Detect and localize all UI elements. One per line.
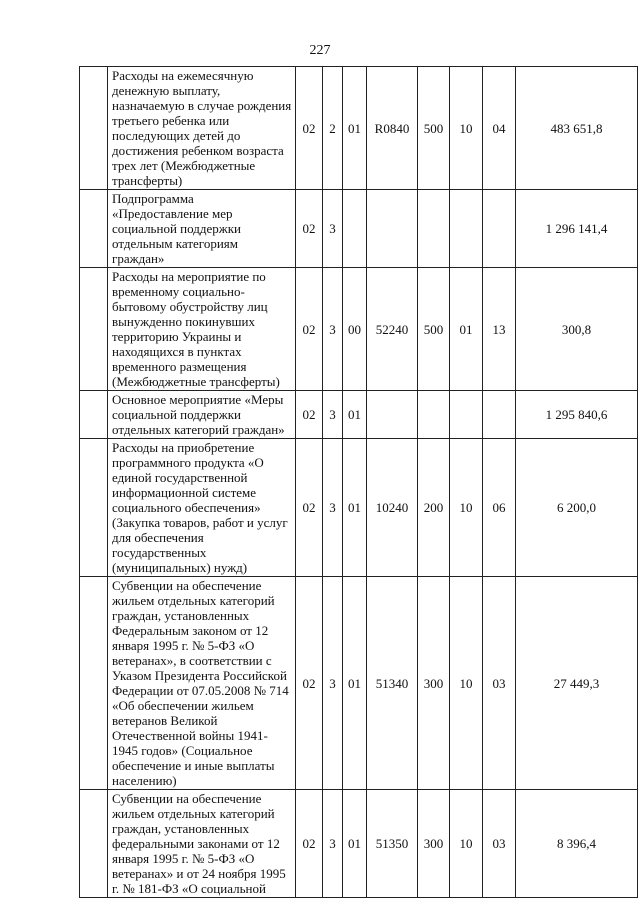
row-amount: 1 295 840,6 bbox=[516, 391, 638, 439]
row-code-c4: 10240 bbox=[367, 439, 418, 577]
row-description: Подпрограмма «Предоставление мер социальной поддержки отдельным категориям граждан» bbox=[108, 190, 296, 268]
row-code-c1: 02 bbox=[296, 190, 323, 268]
row-amount: 27 449,3 bbox=[516, 577, 638, 790]
row-amount: 8 396,4 bbox=[516, 790, 638, 898]
row-code-c2: 3 bbox=[323, 577, 343, 790]
row-code-c5 bbox=[418, 190, 450, 268]
table-row bbox=[80, 268, 638, 391]
row-code-c1: 02 bbox=[296, 790, 323, 898]
row-code-c7: 03 bbox=[483, 790, 516, 898]
table-row bbox=[80, 391, 638, 439]
row-code-c3 bbox=[343, 190, 367, 268]
row-code-c2: 3 bbox=[323, 190, 343, 268]
row-code-c5: 300 bbox=[418, 790, 450, 898]
row-code-c7: 04 bbox=[483, 67, 516, 190]
row-code-c4 bbox=[367, 391, 418, 439]
budget-table bbox=[79, 66, 638, 898]
row-code-c6: 10 bbox=[450, 577, 483, 790]
row-code-c2: 3 bbox=[323, 790, 343, 898]
row-code-c5: 300 bbox=[418, 577, 450, 790]
table-row bbox=[80, 67, 638, 190]
row-code-c3: 00 bbox=[343, 268, 367, 391]
row-code-c1: 02 bbox=[296, 67, 323, 190]
row-amount: 300,8 bbox=[516, 268, 638, 391]
row-code-c2: 3 bbox=[323, 391, 343, 439]
row-code-c5: 500 bbox=[418, 268, 450, 391]
row-description: Расходы на ежемесячную денежную выплату, назначаемую в случае рождения третьего ребенка или последующих детей до достижения ребенком возраста трех лет (Межбюджетные трансферты) bbox=[108, 67, 296, 190]
row-amount: 6 200,0 bbox=[516, 439, 638, 577]
row-code-c7 bbox=[483, 190, 516, 268]
row-code-c3: 01 bbox=[343, 67, 367, 190]
page-number: 227 bbox=[309, 43, 331, 58]
row-code-c6 bbox=[450, 391, 483, 439]
row-code-c1: 02 bbox=[296, 439, 323, 577]
table-row bbox=[80, 190, 638, 268]
row-code-c6: 10 bbox=[450, 439, 483, 577]
row-code-c6: 01 bbox=[450, 268, 483, 391]
row-description: Расходы на мероприятие по временному социально-бытовому обустройству лиц вынужденно покинувших территорию Украины и находящихся в пунктах временного размещения (Межбюджетные трансферты) bbox=[108, 268, 296, 391]
row-blank-cell bbox=[80, 439, 108, 577]
row-code-c6: 10 bbox=[450, 790, 483, 898]
row-code-c7: 03 bbox=[483, 577, 516, 790]
row-description: Субвенции на обеспечение жильем отдельных категорий граждан, установленных Федеральным законом от 12 января 1995 г. № 5-ФЗ «О ветеранах», в соответствии с Указом Президента Российской Федерации от 07.05.2008 № 714 «Об обеспечении жильем ветеранов Великой Отечественной войны 1941-1945 годов» (Социальное обеспечение и иные выплаты населению) bbox=[108, 577, 296, 790]
row-code-c4: 51340 bbox=[367, 577, 418, 790]
row-code-c4: R0840 bbox=[367, 67, 418, 190]
row-blank-cell bbox=[80, 391, 108, 439]
row-code-c7 bbox=[483, 391, 516, 439]
row-blank-cell bbox=[80, 268, 108, 391]
row-code-c2: 3 bbox=[323, 439, 343, 577]
row-code-c1: 02 bbox=[296, 391, 323, 439]
row-code-c1: 02 bbox=[296, 577, 323, 790]
row-code-c4: 52240 bbox=[367, 268, 418, 391]
row-code-c3: 01 bbox=[343, 790, 367, 898]
table-row bbox=[80, 439, 638, 577]
row-code-c7: 13 bbox=[483, 268, 516, 391]
row-code-c5 bbox=[418, 391, 450, 439]
row-code-c4 bbox=[367, 190, 418, 268]
row-code-c5: 500 bbox=[418, 67, 450, 190]
row-amount: 1 296 141,4 bbox=[516, 190, 638, 268]
row-amount: 483 651,8 bbox=[516, 67, 638, 190]
row-code-c5: 200 bbox=[418, 439, 450, 577]
row-code-c3: 01 bbox=[343, 577, 367, 790]
row-code-c7: 06 bbox=[483, 439, 516, 577]
table-row bbox=[80, 577, 638, 790]
row-description: Субвенции на обеспечение жильем отдельных категорий граждан, установленных федеральными законами от 12 января 1995 г. № 5-ФЗ «О ветеранах» и от 24 ноября 1995 г. № 181-ФЗ «О социальной bbox=[108, 790, 296, 898]
row-blank-cell bbox=[80, 577, 108, 790]
row-code-c2: 3 bbox=[323, 268, 343, 391]
row-code-c4: 51350 bbox=[367, 790, 418, 898]
table-row bbox=[80, 790, 638, 898]
row-blank-cell bbox=[80, 190, 108, 268]
row-blank-cell bbox=[80, 790, 108, 898]
row-code-c6: 10 bbox=[450, 67, 483, 190]
row-code-c3: 01 bbox=[343, 439, 367, 577]
row-description: Расходы на приобретение программного продукта «О единой государственной информационной системе социального обеспечения» (Закупка товаров, работ и услуг для обеспечения государственных (муниципальных) нужд) bbox=[108, 439, 296, 577]
row-description: Основное мероприятие «Меры социальной поддержки отдельных категорий граждан» bbox=[108, 391, 296, 439]
row-blank-cell bbox=[80, 67, 108, 190]
row-code-c1: 02 bbox=[296, 268, 323, 391]
row-code-c2: 2 bbox=[323, 67, 343, 190]
row-code-c3: 01 bbox=[343, 391, 367, 439]
row-code-c6 bbox=[450, 190, 483, 268]
